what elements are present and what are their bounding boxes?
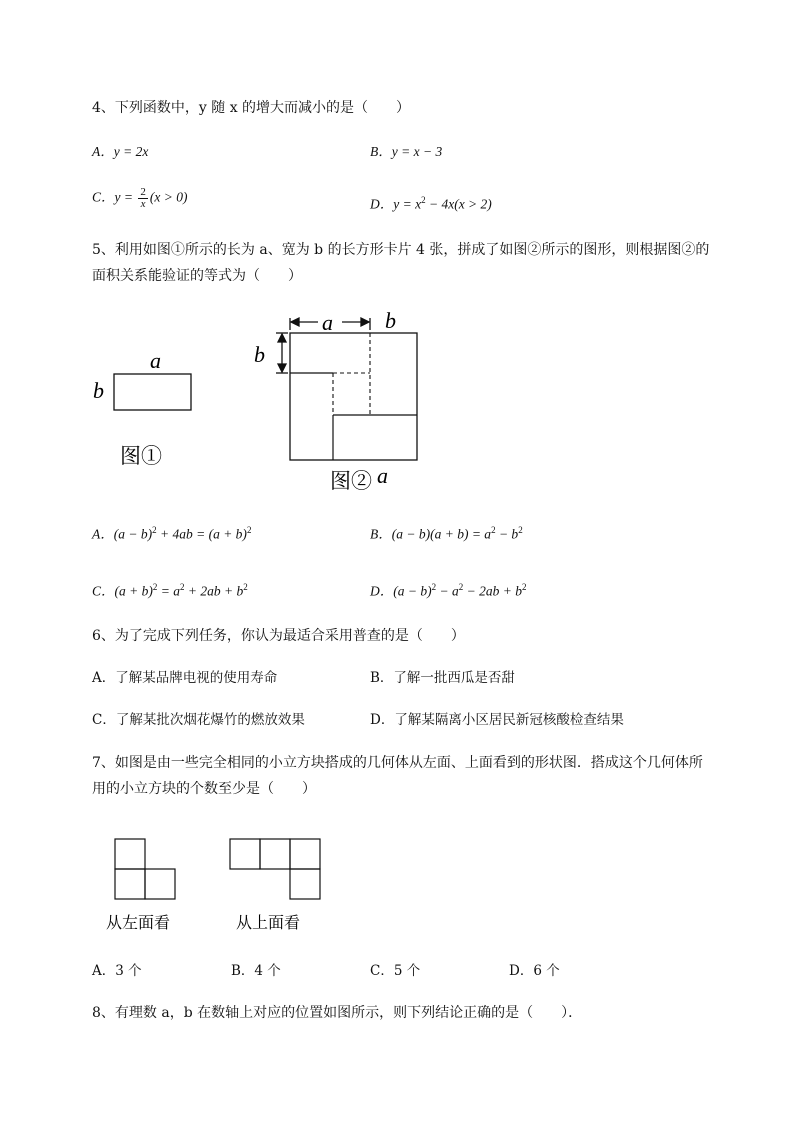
q7-option-b: B．4 个 <box>231 963 281 979</box>
q5-a-sup1: 2 <box>152 525 157 535</box>
fig1-rectangle <box>114 374 191 410</box>
q4-option-d <box>370 190 492 215</box>
q8-stem: 8、有理数 a，b 在数轴上对应的位置如图所示，则下列结论正确的是（ ）． <box>92 1005 583 1021</box>
q4-d-prefix: D．y = x <box>370 196 422 212</box>
q6-option-c: C．了解某批次烟花爆竹的燃放效果 <box>92 712 305 728</box>
q4-c-fraction <box>138 187 148 210</box>
fig1-label-a: a <box>150 348 161 373</box>
q4-option-b: B．y = x − 3 <box>370 144 443 159</box>
q4-c-numerator: 2 <box>140 186 146 198</box>
fig1-caption: 图① <box>120 444 162 468</box>
top-view-caption: 从上面看 <box>236 913 301 932</box>
q7-option-a: A．3 个 <box>92 963 142 979</box>
fig2-label-a-top: a <box>322 310 333 335</box>
q4-c-suffix: (x > 0) <box>149 189 188 205</box>
q7-option-d: D．6 个 <box>509 963 560 979</box>
q5-d-sup1: 2 <box>431 582 437 592</box>
q5-b-part1: B．(a − b)(a + b) = a <box>370 526 492 542</box>
q5-stem-line1: 5、利用如图①所示的长为 a、宽为 b 的长方形卡片 4 张，拼成了如图②所示的图形，则根据图②的 <box>92 242 710 258</box>
q5-b-sup2: 2 <box>518 525 523 535</box>
q5-d-part2: − a <box>436 583 459 599</box>
q5-a-part1: A．(a − b) <box>92 526 153 542</box>
q7-stem-line2: 用的小立方块的个数至少是（ ） <box>92 781 316 797</box>
q5-option-d <box>370 577 526 602</box>
q4-option-a: A．y = 2x <box>92 144 149 159</box>
q5-a-sup2: 2 <box>246 525 252 535</box>
q5-b-sup1: 2 <box>491 525 496 535</box>
q7-stem-line1: 7、如图是由一些完全相同的小立方块搭成的几何体从左面、上面看到的形状图．搭成这个几何体所 <box>92 755 703 771</box>
fig2-dashed-lines <box>333 333 370 415</box>
q5-option-b <box>370 520 523 545</box>
q5-c-part3: + 2ab + b <box>184 583 244 599</box>
q5-stem-line2: 面积关系能验证的等式为（ ） <box>92 268 302 284</box>
fig2-arrow-b <box>276 333 288 373</box>
q6-option-a: A．了解某品牌电视的使用寿命 <box>92 670 278 686</box>
top-view-grid <box>230 839 320 899</box>
q5-option-a <box>92 520 251 545</box>
q6-option-d: D．了解某隔离小区居民新冠核酸检查结果 <box>370 712 624 728</box>
q5-option-c <box>92 577 248 602</box>
q6-stem: 6、为了完成下列任务，你认为最适合采用普查的是（ ） <box>92 628 465 644</box>
q4-c-prefix: C．y = <box>92 189 137 205</box>
fig2-label-a-bottom: a <box>377 463 388 488</box>
q4-stem: 4、下列函数中，y 随 x 的增大而减小的是（ ） <box>92 100 411 116</box>
q5-c-sup3: 2 <box>243 582 248 592</box>
q4-c-denominator: x <box>140 198 146 210</box>
fig2-label-b-top: b <box>385 308 396 333</box>
q4-d-suffix: − 4x(x > 2) <box>425 196 492 212</box>
q4-d-sup: 2 <box>421 195 426 205</box>
q6-option-b: B．了解一批西瓜是否甜 <box>370 670 515 686</box>
q5-d-part1: D．(a − b) <box>370 583 432 599</box>
q5-c-part2: = a <box>157 583 180 599</box>
q5-b-part2: − b <box>495 526 519 542</box>
fig1-label-b: b <box>93 378 104 403</box>
q5-c-sup1: 2 <box>152 582 158 592</box>
left-view-caption: 从左面看 <box>106 913 171 932</box>
fig2-label-b-left: b <box>254 342 265 367</box>
q4-option-c <box>92 187 187 210</box>
q5-c-part1: C．(a + b) <box>92 583 153 599</box>
q5-d-part3: − 2ab + b <box>463 583 522 599</box>
q7-option-c: C．5 个 <box>370 963 421 979</box>
fig2-arrow-a <box>290 318 370 330</box>
q5-a-part2: + 4ab = (a + b) <box>156 526 247 542</box>
q5-c-sup2: 2 <box>179 582 185 592</box>
fig2-outer-square <box>290 333 417 460</box>
left-view-grid <box>115 839 175 899</box>
q5-d-sup3: 2 <box>521 582 527 592</box>
fig2-caption: 图② <box>330 469 372 493</box>
q5-d-sup2: 2 <box>458 582 464 592</box>
